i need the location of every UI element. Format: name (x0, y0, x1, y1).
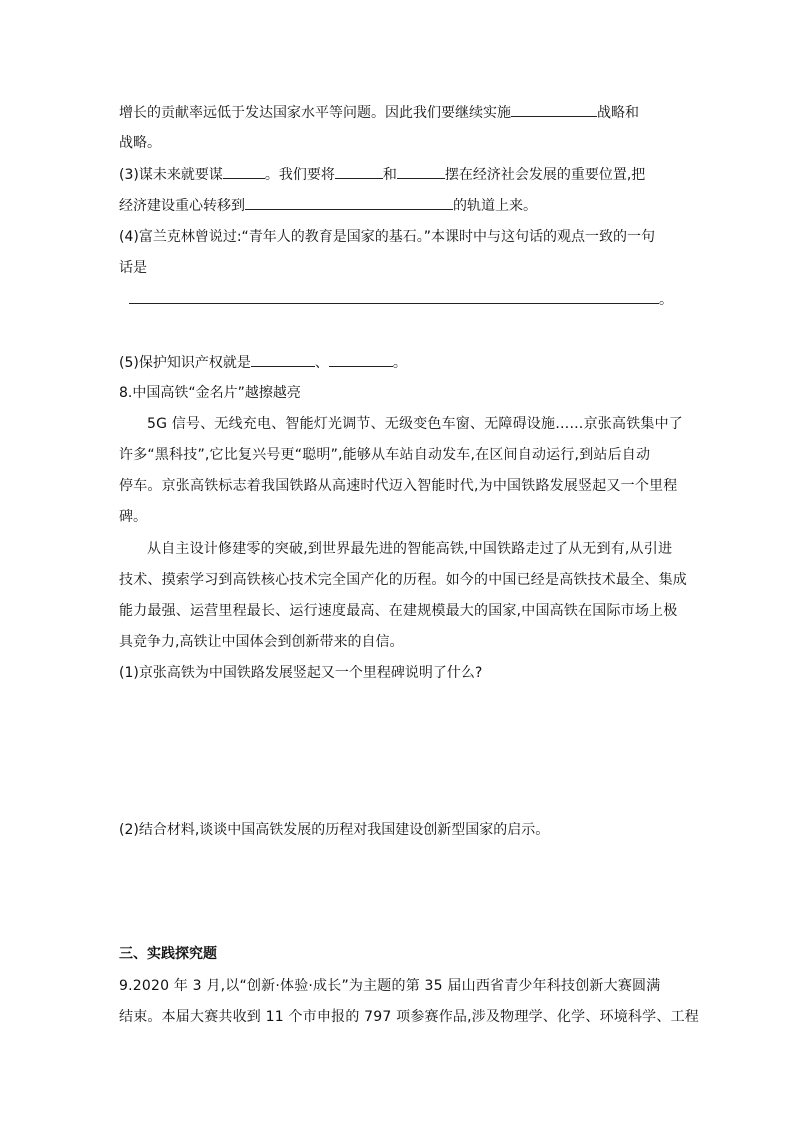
answer-blank[interactable] (251, 352, 315, 367)
q7-sub3-text: 。我们要将 (264, 167, 335, 183)
q7-sub4-line (119, 227, 655, 247)
q7-sub3-text: 的轨道上来。 (453, 198, 537, 214)
q7-sub3-text: (3)谋未来就要谋 (119, 167, 223, 183)
q7-sub3-text: 摆在经济社会发展的重要位置,把 (444, 167, 646, 183)
q7-continuation-line (119, 102, 639, 123)
q8-para2-line: 技术、摸索学习到高铁核心技术完全国产化的历程。如今的中国已经是高铁技术最全、集成 (119, 572, 687, 588)
q7-continuation-line (119, 133, 161, 153)
q8-para1-line: 5G 信号、无线充电、智能灯光调节、无级变色车窗、无障碍设施……京张高铁集中了 (147, 416, 684, 432)
answer-blank[interactable] (511, 102, 597, 117)
q9-line: 9.2020 年 3 月,以“创新·体验·成长”为主题的第 35 届山西省青少年科技创新大赛圆满 (119, 978, 661, 994)
q8-para1-line: 碑。 (119, 509, 147, 525)
q7-sub3-line (119, 195, 537, 216)
q7-sub3-text: 经济建设重心转移到 (119, 198, 245, 214)
q7-sub5-text: 。 (392, 355, 407, 371)
q7-text: 增长的贡献率远低于发达国家水平等问题。因此我们要继续实施 (119, 105, 511, 121)
q7-sub4-text: (4)富兰克林曾说过:“青年人的教育是国家的基石。”本课时中与这句话的观点一致的一句 (119, 229, 656, 245)
answer-blank[interactable] (223, 164, 265, 179)
answer-blank[interactable] (397, 164, 445, 179)
answer-blank[interactable] (245, 195, 453, 210)
q7-sub4-answer-line (129, 289, 673, 310)
q8-subquestion-2: (2)结合材料,谈谈中国高铁发展的历程对我国建设创新型国家的启示。 (119, 822, 550, 838)
q8-subquestion-1: (1)京张高铁为中国铁路发展竖起又一个里程碑说明了什么? (119, 665, 483, 681)
q9-line: 结束。本届大赛共收到 11 个市申报的 797 项参赛作品,涉及物理学、化学、环境科学、工程 (119, 1009, 699, 1025)
q7-sub4-text: 话是 (119, 260, 147, 276)
q7-sub5-text: (5)保护知识产权就是 (119, 355, 251, 371)
q8-para1-line: 许多“黑科技”,它比复兴号更“聪明”,能够从车站自动发车,在区间自动运行,到站后自动 (119, 447, 651, 463)
answer-blank[interactable] (329, 352, 393, 367)
section-heading: 三、实践探究题 (119, 946, 217, 962)
q7-sub3-line (119, 164, 645, 185)
q7-sub3-text: 和 (382, 167, 397, 183)
q7-sub4-text: 。 (659, 292, 673, 308)
q7-text: 战略和 (597, 105, 639, 121)
q7-text: 战略。 (119, 135, 161, 151)
q8-para2-line: 具竞争力,高铁让中国体会到创新带来的自信。 (119, 634, 404, 650)
q7-sub5-text: 、 (314, 355, 329, 371)
q8-para2-line: 从自主设计修建零的突破,到世界最先进的智能高铁,中国铁路走过了从无到有,从引进 (147, 541, 673, 557)
q7-sub4-line (119, 258, 147, 278)
q7-sub5-line (119, 352, 407, 373)
q8-para2-line: 能力最强、运营里程最长、运行速度最高、在建规模最大的国家,中国高铁在国际市场上极 (119, 603, 678, 619)
answer-blank[interactable] (335, 164, 383, 179)
q8-title: 8.中国高铁“金名片”越擦越亮 (119, 385, 301, 401)
q8-para1-line: 停车。京张高铁标志着我国铁路从高速时代迈入智能时代,为中国铁路发展竖起又一个里程 (119, 478, 678, 494)
answer-blank[interactable] (129, 289, 659, 304)
